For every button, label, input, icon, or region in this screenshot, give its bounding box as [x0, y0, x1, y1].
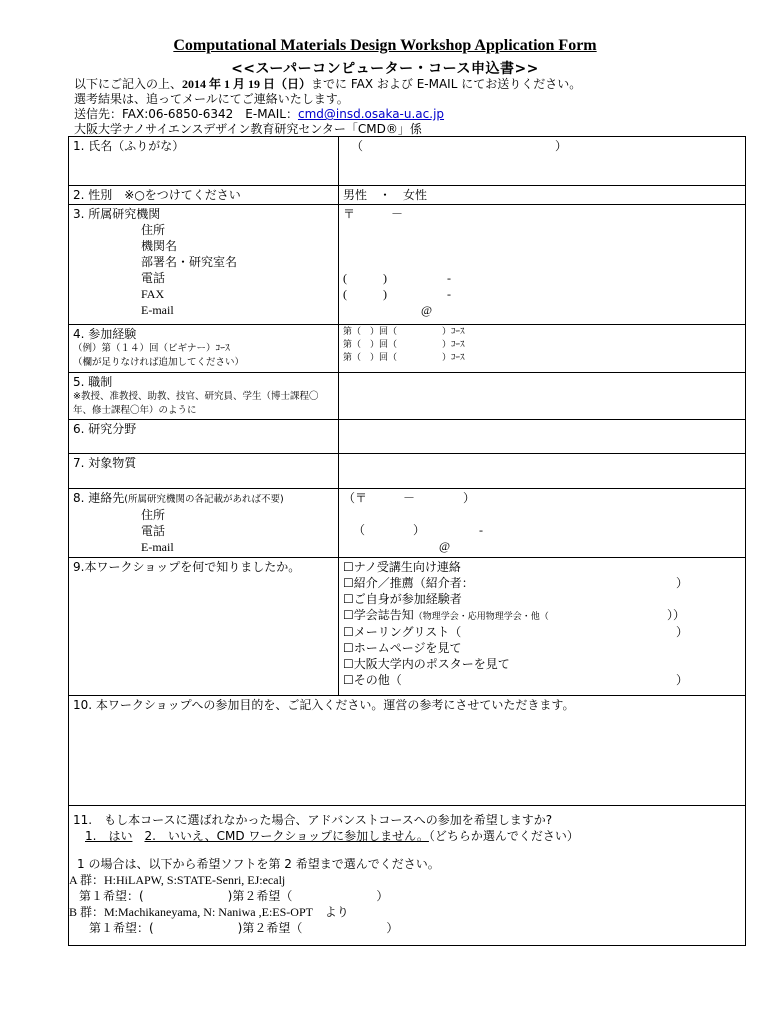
field-source	[339, 558, 746, 696]
intro-line-1: 以下にご記入の上、2014 年 1 月 19 日（日）までに FAX および E-MAIL にてお送りください。	[74, 77, 582, 91]
deadline-date: 2014 年 1 月 19 日（日）	[182, 77, 312, 91]
row-material	[69, 454, 746, 489]
sub-email: E-mail	[141, 540, 174, 554]
field-name[interactable]: （ ）	[339, 137, 746, 186]
sub-institution: 機関名	[141, 239, 178, 253]
option-campus-poster[interactable]: ☐大阪大学内のポスターを見て	[343, 657, 510, 671]
intro-line-4: 大阪大学ナノサイエンスデザイン教育研究センター「CMD®」係	[74, 122, 422, 136]
label-experience: 4. 参加経験 （例）第（１４）回（ビギナー）ｺｰｽ （欄が足りなければ追加してください）	[69, 325, 339, 373]
row-sex	[69, 186, 746, 205]
group-a-preference[interactable]: 第１希望：( )第２希望（ ）	[79, 889, 389, 903]
choice-no[interactable]: 2. いいえ、CMD ワークショップに参加しません。	[144, 829, 429, 843]
row-advanced	[69, 806, 746, 946]
row-source	[69, 558, 746, 696]
option-nano-notice[interactable]: ☐ナノ受講生向け連絡	[343, 560, 461, 574]
fax-number[interactable]: ( ) -	[343, 287, 451, 301]
field-position[interactable]	[339, 373, 746, 420]
contact-postal[interactable]: （〒 － ）	[343, 491, 476, 505]
row-field	[69, 420, 746, 454]
label-position: 5. 職制 ※教授、准教授、助教、技官、研究員、学生（博士課程〇年、修士課程〇年）のように	[69, 373, 339, 420]
experience-entry[interactable]: 第（ ）回（ ）ｺｰｽ	[343, 353, 465, 363]
email-link[interactable]: cmd@insd.osaka-u.ac.jp	[297, 107, 445, 121]
form-subtitle: <<スーパーコンピューター・コース申込書>>	[231, 61, 539, 77]
form-title: Computational Materials Design Workshop Application Form	[173, 37, 597, 54]
row-name	[69, 137, 746, 186]
choice-yes[interactable]: 1. はい	[85, 829, 133, 843]
label-name: 1. 氏名（ふりがな）	[69, 137, 339, 186]
contact-phone[interactable]: （ ） -	[353, 523, 483, 537]
label-contact: 8. 連絡先(所属研究機関の各記載があれば不要) 住所 電話 E-mail	[69, 489, 339, 558]
option-past-participant[interactable]: ☐ご自身が参加経験者	[343, 592, 462, 606]
field-purpose[interactable]: 10. 本ワークショップへの参加目的を、ご記入ください。運営の参考にさせていただきます。	[69, 696, 746, 806]
option-society-journal[interactable]: ☐学会誌告知（物理学会・応用物理学会・他（ ））	[343, 608, 686, 622]
experience-example: （例）第（１４）回（ビギナー）ｺｰｽ	[73, 343, 230, 354]
experience-entry[interactable]: 第（ ）回（ ）ｺｰｽ	[343, 327, 465, 337]
software-instruction: 1 の場合は、以下から希望ソフトを第 2 希望まで選んでください。	[77, 857, 440, 871]
intro-line-3: 送信先：FAX:06-6850-6342 E-MAIL：cmd@insd.osaka-u.ac.jp	[74, 107, 445, 121]
sub-phone: 電話	[141, 271, 166, 285]
row-purpose	[69, 696, 746, 806]
sub-department: 部署名・研究室名	[141, 255, 238, 269]
sub-address: 住所	[141, 223, 166, 237]
option-homepage[interactable]: ☐ホームページを見て	[343, 641, 462, 655]
option-other[interactable]: ☐その他（ ）	[343, 673, 689, 687]
field-material[interactable]	[339, 454, 746, 489]
row-position	[69, 373, 746, 420]
label-affiliation: 3. 所属研究機関 住所 機関名 部署名・研究室名 電話 FAX E-mail	[69, 205, 339, 325]
experience-entry[interactable]: 第（ ）回（ ）ｺｰｽ	[343, 340, 465, 350]
row-contact	[69, 489, 746, 558]
row-affiliation	[69, 205, 746, 325]
option-mailing-list[interactable]: ☐メーリングリスト（ ）	[343, 625, 689, 639]
experience-note: （欄が足りなければ追加してください）	[73, 357, 245, 368]
email-at[interactable]: @	[421, 303, 433, 317]
position-note: ※教授、准教授、助教、技官、研究員、学生（博士課程〇年、修士課程〇年）のように	[73, 391, 319, 416]
phone-number[interactable]: ( ) -	[343, 271, 451, 285]
field-advanced	[69, 806, 746, 946]
choice-note: （どちらか選んでください）	[428, 829, 579, 843]
postal-code[interactable]: 〒 －	[343, 207, 404, 221]
application-table	[68, 136, 746, 946]
advanced-question: 11. もし本コースに選ばれなかった場合、アドバンストコースへの参加を希望しますか?	[73, 813, 553, 827]
field-affiliation[interactable]	[339, 205, 746, 325]
group-b-preference[interactable]: 第１希望：( )第２希望（ ）	[89, 921, 399, 935]
sub-address: 住所	[141, 508, 166, 522]
field-research[interactable]	[339, 420, 746, 454]
label-source: 9.本ワークショップを何で知りましたか。	[69, 558, 339, 696]
sub-phone: 電話	[141, 524, 166, 538]
field-contact[interactable]	[339, 489, 746, 558]
label-material: 7. 対象物質	[69, 454, 339, 489]
label-sex: 2. 性別 ※○をつけてください	[69, 186, 339, 205]
label-field: 6. 研究分野	[69, 420, 339, 454]
intro-block	[74, 77, 581, 137]
field-sex[interactable]: 男性 ・ 女性	[339, 186, 746, 205]
intro-line-2: 選考結果は、追ってメールにてご連絡いたします。	[74, 92, 349, 106]
option-referral[interactable]: ☐紹介／推薦（紹介者： ）	[343, 576, 689, 590]
group-b: B 群：M:Machikaneyama, N: Naniwa ,E:ES-OPT より	[69, 905, 349, 919]
row-experience	[69, 325, 746, 373]
group-a: A 群：H:HiLAPW, S:STATE-Senri, EJ:ecalj	[69, 873, 286, 887]
sub-fax: FAX	[141, 287, 165, 301]
contact-email-at[interactable]: @	[439, 539, 451, 553]
sub-email: E-mail	[141, 303, 174, 317]
field-experience[interactable]	[339, 325, 746, 373]
